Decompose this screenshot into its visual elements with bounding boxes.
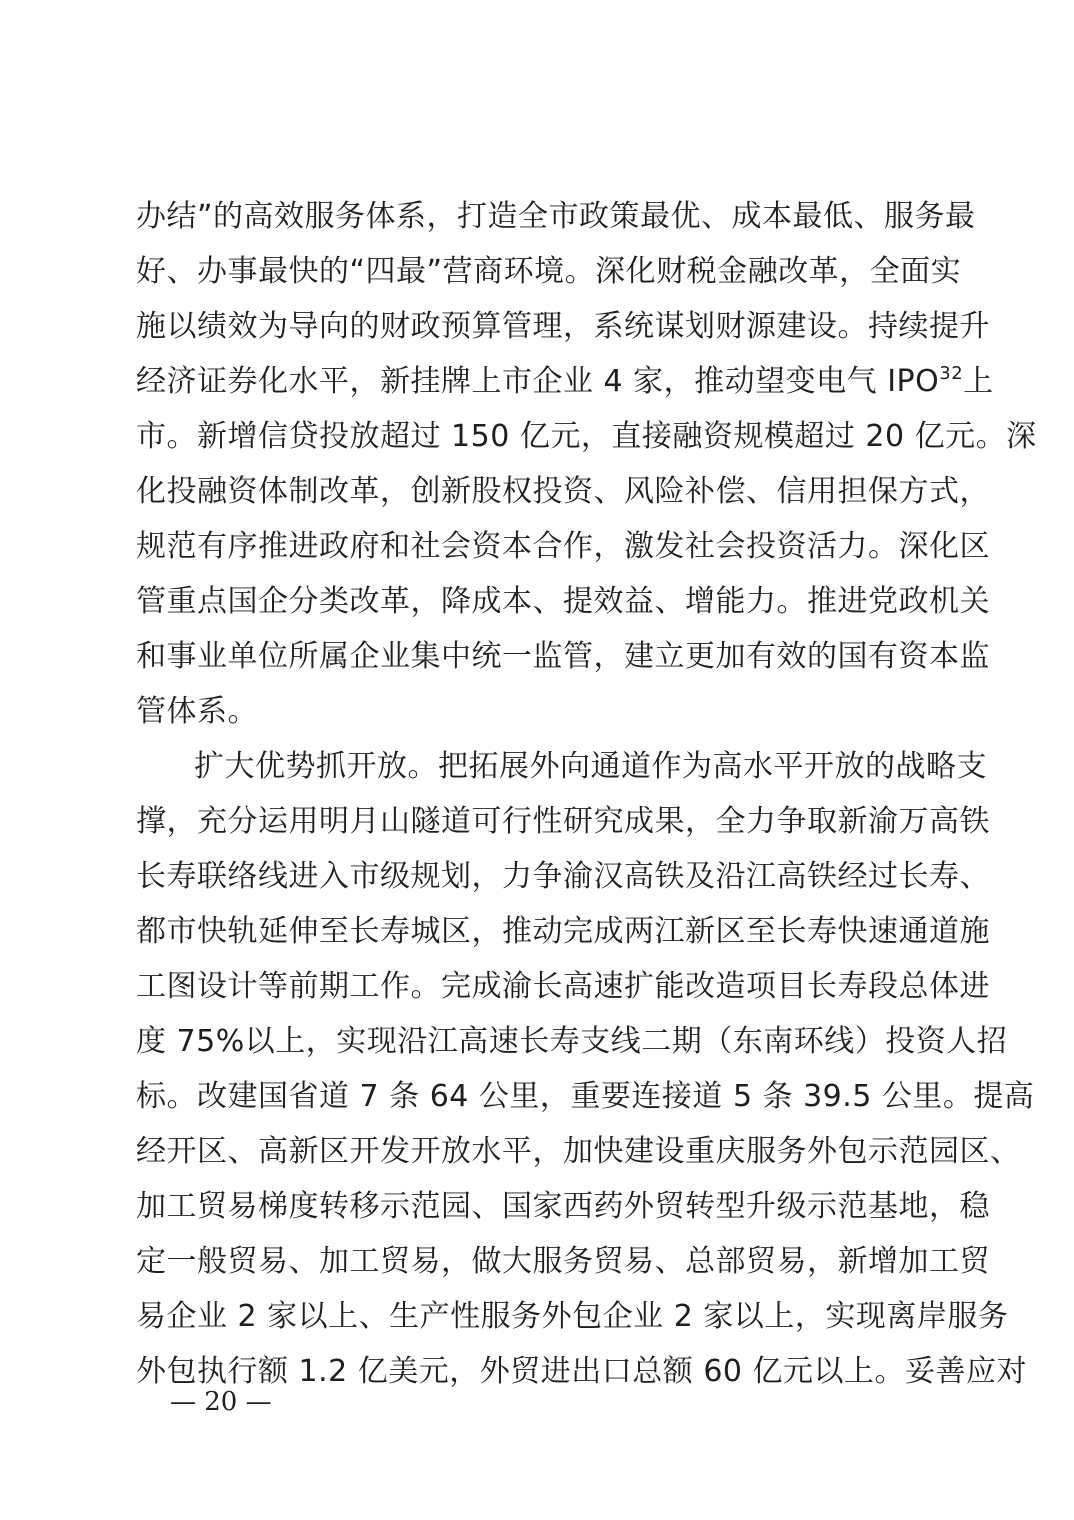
text-line: 都市快轨延伸至长寿城区，推动完成两江新区至长寿快速通道施 — [136, 914, 990, 949]
text-line: 标。改建国省道 7 条 64 公里，重要连接道 5 条 39.5 公里。提高 — [136, 1079, 1035, 1114]
text-run: 上 — [963, 364, 994, 399]
text-line: 定一般贸易、加工贸易，做大服务贸易、总部贸易，新增加工贸 — [136, 1244, 990, 1279]
text-line: 好、办事最快的“四最”营商环境。深化财税金融改革，全面实 — [136, 254, 962, 289]
text-line: 化投融资体制改革，创新股权投资、风险补偿、信用担保方式， — [136, 474, 990, 509]
page-number: — 20 — — [170, 1387, 272, 1417]
text-run: 把拓展外向通道作为高水平开放的战略支 — [438, 749, 987, 784]
text-line-with-footnote — [136, 361, 994, 403]
paragraph-heading: 扩大优势抓开放。 — [194, 749, 438, 784]
text-line: 施以绩效为导向的财政预算管理，系统谋划财源建设。持续提升 — [136, 309, 990, 344]
text-line: 规范有序推进政府和社会资本合作，激发社会投资活力。深化区 — [136, 529, 990, 564]
text-line: 办结”的高效服务体系，打造全市政策最优、成本最低、服务最 — [136, 199, 976, 234]
text-line: 市。新增信贷投放超过 150 亿元，直接融资规模超过 20 亿元。深 — [136, 419, 1037, 454]
paragraph-first-line — [194, 746, 987, 788]
text-line: 管体系。 — [136, 694, 258, 729]
text-line: 度 75%以上，实现沿江高速长寿支线二期（东南环线）投资人招 — [136, 1024, 1008, 1059]
text-line: 撑，充分运用明月山隧道可行性研究成果，全力争取新渝万高铁 — [136, 804, 990, 839]
text-line: 加工贸易梯度转移示范园、国家西药外贸转型升级示范基地，稳 — [136, 1189, 990, 1224]
text-line: 经开区、高新区开发开放水平，加快建设重庆服务外包示范园区、 — [136, 1134, 1021, 1169]
text-line: 工图设计等前期工作。完成渝长高速扩能改造项目长寿段总体进 — [136, 969, 990, 1004]
text-line: 易企业 2 家以上、生产性服务外包企业 2 家以上，实现离岸服务 — [136, 1299, 1009, 1334]
text-line: 外包执行额 1.2 亿美元，外贸进出口总额 60 亿元以上。妥善应对 — [136, 1354, 1028, 1389]
text-line: 长寿联络线进入市级规划，力争渝汉高铁及沿江高铁经过长寿、 — [136, 859, 990, 894]
text-run: 经济证券化水平，新挂牌上市企业 4 家，推动望变电气 IPO — [136, 364, 940, 399]
text-line: 管重点国企分类改革，降成本、提效益、增能力。推进党政机关 — [136, 584, 990, 619]
text-line: 和事业单位所属企业集中统一监管，建立更加有效的国有资本监 — [136, 639, 990, 674]
footnote-ref[interactable]: 32 — [939, 363, 964, 384]
